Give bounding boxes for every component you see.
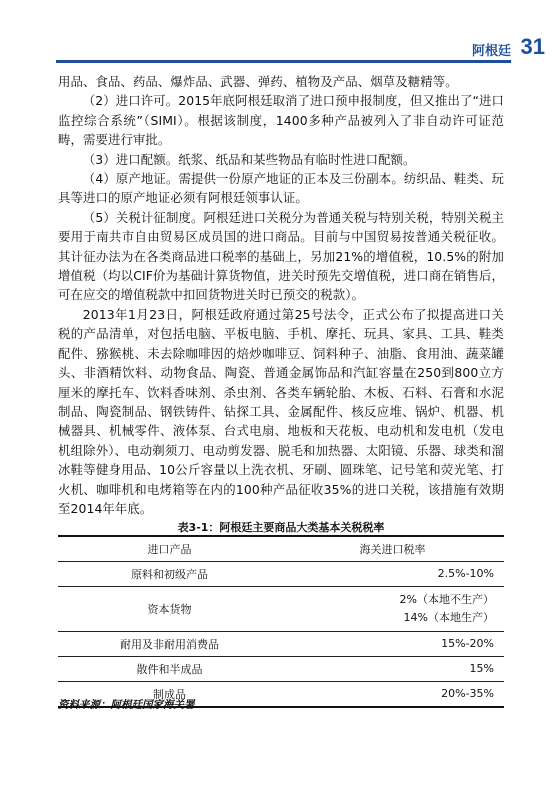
rate-cell (281, 632, 504, 657)
table-source: 资料来源：阿根廷国家海关署 (58, 699, 195, 711)
rate-value: 20%-35% (441, 687, 494, 700)
product-cell: 耐用及非耐用消费品 (58, 632, 281, 657)
page-number: 31 (520, 34, 545, 59)
rate-value: 2.5%-10% (437, 567, 494, 580)
rate-value: 15%-20% (441, 637, 494, 650)
tariff-table (58, 535, 504, 708)
paragraph: （4）原产地证。需提供一份原产地证的正本及三份副本。纺织品、鞋类、玩具等进口的原产地证必须有阿根廷领事认证。 (58, 171, 504, 206)
rate-value: 14%（本地生产） (403, 611, 494, 624)
rate-cell (281, 587, 504, 632)
table-header-product: 进口产品 (58, 536, 281, 562)
header-rule (56, 60, 511, 63)
table-row (58, 587, 504, 632)
body-text (58, 72, 504, 518)
table-row (58, 657, 504, 682)
product-cell: 资本货物 (58, 587, 281, 632)
rate-cell (281, 657, 504, 682)
rate-value: 15% (469, 662, 494, 675)
header-country-name: 阿根廷 (471, 44, 511, 59)
table-row (58, 562, 504, 587)
rate-value: 2%（本地不生产） (399, 593, 494, 606)
paragraph: 2013年1月23日，阿根廷政府通过第25号法令，正式公布了拟提高进口关税的产品清单，对包括电脑、平板电脑、手机、摩托、玩具、家具、工具、鞋类配件、猕猴桃、未去除咖啡因的焙炒咖啡豆、饲料种子、油脂、食用油、蔬菜罐头、非酒精饮料、动物食品、陶瓷、普通金属饰品和汽缸容量在250到800立方厘米的摩托车、饮料香味剂、杀虫剂、各类车辆轮胎、木板、石料、石膏和水泥制品、陶瓷制品、钢铁铸件、钻探工具、金属配件、核反应堆、锅炉、机器、机械器具、机械零件、液体泵、台式电扇、地板和天花板、电动机和发电机（发电机组除外）、电动剃须刀、电动剪发器、脱毛和加热器、太阳镜、乐器、球类和溜冰鞋等健身用品、10公斤容量以上洗衣机、牙刷、圆珠笔、记号笔和荧光笔、打火机、咖啡机和电烤箱等在内的100种产品征收35%的进口关税，该措施有效期至2014年年底。 (58, 306, 504, 516)
table-title: 表3-1：阿根廷主要商品大类基本关税税率 (177, 521, 385, 534)
table-header-rate: 海关进口税率 (281, 536, 504, 562)
product-cell: 原料和初级产品 (58, 562, 281, 587)
paragraph: （2）进口许可。2015年底阿根廷取消了进口预申报制度，但又推出了“进口监控综合系统”（SIMI）。根据该制度，1400多种产品被列入了非自动许可证范畴，需要进行审批。 (58, 93, 504, 148)
table-row (58, 632, 504, 657)
paragraph: 用品、食品、药品、爆炸品、武器、弹药、植物及产品、烟草及糖精等。 (58, 74, 458, 89)
paragraph: （3）进口配额。纸浆、纸品和某些物品有临时性进口配额。 (82, 151, 416, 167)
product-cell: 制成品 (58, 682, 281, 708)
product-cell: 散件和半成品 (58, 657, 281, 682)
paragraph: （5）关税计征制度。阿根廷进口关税分为普通关税与特别关税，特别关税主要用于南共市自由贸易区成员国的进口商品。目前与中国贸易按普通关税征收。其计征办法为在各类商品进口税率的基础上，另加21%的增值税，10.5%的附加增值税（均以CIF价为基础计算货物值，进关时预先交增值税，进口商在销售后，可在应交的增值税款中扣回货物进关时已预交的税款）。 (58, 209, 504, 303)
rate-cell (281, 682, 504, 708)
table-header-row (58, 536, 504, 562)
rate-cell (281, 562, 504, 587)
